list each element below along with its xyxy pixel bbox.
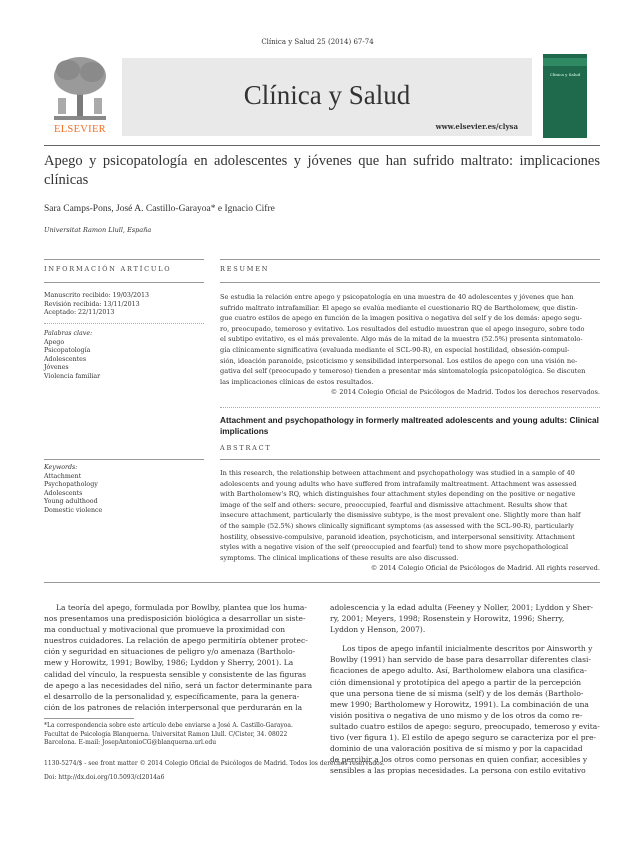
abstract-line: hostility, obsessive-compulsive, paranoid ideation, psychoticism, and interpersonal sensitivity. Attachment xyxy=(220,532,575,541)
publisher-name: ELSEVIER xyxy=(54,124,106,135)
body-line: ción y seguridad en situaciones de peligro y/o amenaza (Bartholo- xyxy=(44,647,296,657)
abstract-line: adolescents and young adults who have suffered from intrafamily maltreatment. Attachment was assessed xyxy=(220,479,577,488)
resumen-copyright: © 2014 Colegio Oficial de Psicólogos de Madrid. Todos los derechos reservados. xyxy=(330,388,600,397)
header-rule xyxy=(44,145,600,146)
resumen-line: ro, preocupado, temeroso y evitativo. Los resultados del estudio muestran que el apego inseguro, sobre todo xyxy=(220,324,585,333)
cover-strip xyxy=(543,58,587,66)
resumen-line: sufrido maltrato intrafamiliar. El apego se evalúa mediante el cuestionario RQ de Bartholomew, que distin- xyxy=(220,303,578,312)
info-rule xyxy=(44,259,204,260)
body-line: adolescencia y la edad adulta (Feeney y Noller, 2001; Lyddon y Sher- xyxy=(330,603,594,612)
resumen-line: gativa del self (preocupado y temeroso) tienden a presentar más sintomatología psicopatológica. Se discuten xyxy=(220,367,586,376)
keyword-en-item: Domestic violence xyxy=(44,506,103,514)
body-line: La teoría del apego, formulada por Bowlby, plantea que los huma- xyxy=(56,603,307,612)
abstract-line: In this research, the relationship between attachment and psychopathology was studied in a sample of 40 xyxy=(220,469,575,477)
info-subrule xyxy=(44,282,204,283)
body-line: el desarrollo de la personalidad y, específicamente, para la genera- xyxy=(44,691,300,701)
journal-url-link[interactable]: www.elsevier.es/clysa xyxy=(435,122,518,131)
footnote-line: Barcelona. E-mail: JosepAntonioCG@blanquerna.url.edu xyxy=(44,739,217,746)
footnote-line: Facultat de Psicologia Blanquerna. Universitat Ramon Llull. C/Cister, 34. 08022 xyxy=(44,730,288,738)
body-line: calidad del vínculo, la respuesta sensible y consistente de las figuras xyxy=(44,669,307,679)
resumen-subrule xyxy=(220,282,600,283)
keywords-label: Palabras clave: xyxy=(44,330,93,337)
body-line: mew y Horowitz, 1991; Bowlby, 1986; Lyddon y Sherry, 2001). La xyxy=(44,658,294,668)
resumen-line: sión, ideación paranoide, psicoticismo y sensibilidad interpersonal. Los estilos de apego con una visión ne- xyxy=(220,356,578,365)
body-line: ry, 2001; Meyers, 1998; Rosenstein y Horowitz, 1996; Sherry, xyxy=(330,614,565,624)
history-received: Manuscrito recibido: 19/03/2013 xyxy=(44,292,149,299)
resumen-line: gía clínicamente significativa (evaluada mediante el SCL-90-R), en especial hostilidad, obsesión-compul- xyxy=(220,345,570,354)
body-rule xyxy=(44,582,600,583)
resumen-line: el subtipo evitativo, es el más prevalente. Algo más de la mitad de la muestra (52.5%) presenta sintomatolo- xyxy=(220,335,583,344)
body-line: ción dimensional y prototípica del apego a partir de la percepción xyxy=(330,677,582,687)
body-line: tivo (ver figura 1). El estilo de apego seguro se caracteriza por el pre- xyxy=(330,733,597,743)
keyword-en-item: Adolescents xyxy=(44,489,83,497)
keyword-en-item: Young adulthood xyxy=(44,498,98,506)
article-title: Apego y psicopatología en adolescentes y jóvenes que han sufrido maltrato: implicaciones clínicas xyxy=(44,153,600,188)
elsevier-tree-icon xyxy=(50,54,110,122)
history-accepted: Aceptado: 22/11/2013 xyxy=(44,309,115,317)
keyword-item: Psicopatología xyxy=(44,347,91,355)
abstract-rule xyxy=(220,459,600,460)
cover-title: Clínica y Salud xyxy=(549,72,581,77)
abstract-text xyxy=(220,468,600,574)
article-authors: Sara Camps-Pons, José A. Castillo-Garayoa* e Ignacio Cifre xyxy=(44,204,275,214)
keywords-en-label: Keywords: xyxy=(44,464,78,471)
info-heading: INFORMACIÓN ARTÍCULO xyxy=(44,265,172,273)
footnote-line: *La correspondencia sobre este artículo debe enviarse a José A. Castillo-Garayoa. xyxy=(44,722,293,729)
body-line: ficaciones de apego adulto. Así, Bartholomew elabora una clasifica- xyxy=(330,666,587,676)
body-left-column xyxy=(44,602,314,713)
body-right-column xyxy=(330,602,600,776)
abstract-line: with Bartholomew's RQ, which distinguishes four attachment styles depending on the positive or negative xyxy=(220,490,576,499)
article-history xyxy=(44,292,149,318)
body-line: mew 1990; Bartholomew y Horowitz, 1991). La combinación de una xyxy=(330,699,589,709)
elsevier-logo[interactable] xyxy=(44,52,116,140)
abstract-heading: ABSTRACT xyxy=(220,444,272,452)
journal-reference: Clínica y Salud 25 (2014) 67-74 xyxy=(261,38,374,46)
keywords-es xyxy=(44,330,100,382)
keyword-en-item: Psychopathology xyxy=(44,481,98,489)
correspondence-footnote xyxy=(44,722,314,748)
body-line: sultado cuatro estilos de apego: seguro, preocupado, temeroso y evita- xyxy=(330,721,600,731)
keyword-item: Adolescentes xyxy=(44,355,87,363)
issn-line: 1130-5274/$ - see front matter © 2014 Colegio Oficial de Psicólogos de Madrid. Todos los derechos reservados. xyxy=(44,760,385,767)
body-line: que una persona tiene de sí misma (self) y de los demás (Bartholo- xyxy=(330,688,584,698)
journal-header xyxy=(44,52,590,142)
abstract-line: insecure attachment, particularly the dismissive subtype, is the most prevalent one. Slightly more than half xyxy=(220,511,581,520)
resumen-line: las implicaciones clínicas de estos resultados. xyxy=(220,377,374,386)
keyword-item: Apego xyxy=(44,338,65,346)
body-line: ma conductual y motivacional que promueve la proximidad con xyxy=(44,625,286,635)
keywords-en xyxy=(44,464,102,516)
footnote-rule xyxy=(44,718,134,719)
keywords-en-rule xyxy=(44,459,204,460)
abstract-copyright: © 2014 Colegio Oficial de Psicólogos de Madrid. All rights reserved. xyxy=(370,564,600,573)
resumen-rule xyxy=(220,259,600,260)
keywords-rule xyxy=(44,323,204,324)
resumen-line: Se estudia la relación entre apego y psicopatología en una muestra de 40 adolescentes y jóvenes que han xyxy=(220,293,574,301)
doi-link[interactable]: Doi: http://dx.doi.org/10.5093/cl2014a6 xyxy=(44,774,165,781)
abstract-line: symptoms. The clinical implications of these results are also discussed. xyxy=(220,553,459,562)
body-line: Bowlby (1991) han servido de base para desarrollar diferentes clasi- xyxy=(330,655,591,665)
resumen-text xyxy=(220,292,600,398)
english-rule xyxy=(220,407,600,408)
keyword-item: Jóvenes xyxy=(44,364,69,372)
body-line: dominio de una valoración positiva de sí mismo y por la capacidad xyxy=(330,744,583,754)
abstract-line: of the sample (52.5%) shows clinically significant symptoms (as assessed with the SCL-90-R), particularly xyxy=(220,521,574,530)
history-revised: Revisión recibida: 13/11/2013 xyxy=(44,300,140,308)
body-line: visión positiva o negativa de uno mismo y de los otros da como re- xyxy=(330,710,583,720)
resumen-heading: RESUMEN xyxy=(220,265,270,273)
journal-banner xyxy=(122,58,532,136)
body-line: de percibir a los otros como personas en quien confiar, accesibles y xyxy=(330,755,588,765)
english-title: Attachment and psychopathology in formerly maltreated adolescents and young adults: Clinical implications xyxy=(220,415,599,436)
journal-cover[interactable] xyxy=(543,54,587,138)
body-line: ción de los patrones de relación interpersonal que perdurarán en la xyxy=(44,702,303,712)
body-line: nuestros cuidadores. La relación de apego permitiría obtener protec- xyxy=(44,636,308,646)
body-line: sensibles a las propias necesidades. La persona con estilo evitativo xyxy=(330,766,586,776)
abstract-line: image of the self and others: secure, preoccupied, fearful and dismissive attachment. Results show that xyxy=(220,500,568,509)
article-affiliation: Universitat Ramon Llull, España xyxy=(44,226,152,234)
body-line: Lyddon y Henson, 2007). xyxy=(330,625,426,635)
keyword-item: Violencia familiar xyxy=(44,372,101,380)
body-line: Los tipos de apego infantil inicialmente descritos por Ainsworth y xyxy=(342,644,593,654)
abstract-line: styles with a negative vision of the self (preoccupied and fearful) tend to show more psychopathological xyxy=(220,543,569,552)
keyword-en-item: Attachment xyxy=(44,472,82,480)
body-line: nos presentamos una predisposición biológica a desarrollar un siste- xyxy=(44,614,306,624)
journal-title: Clínica y Salud xyxy=(243,80,411,110)
body-line: de apego a las necesidades del niño, será un factor determinante para xyxy=(44,680,313,690)
resumen-line: gue cuatro estilos de apego en función de la imagen positiva o negativa del self y de los demás: apego segu- xyxy=(220,314,583,323)
